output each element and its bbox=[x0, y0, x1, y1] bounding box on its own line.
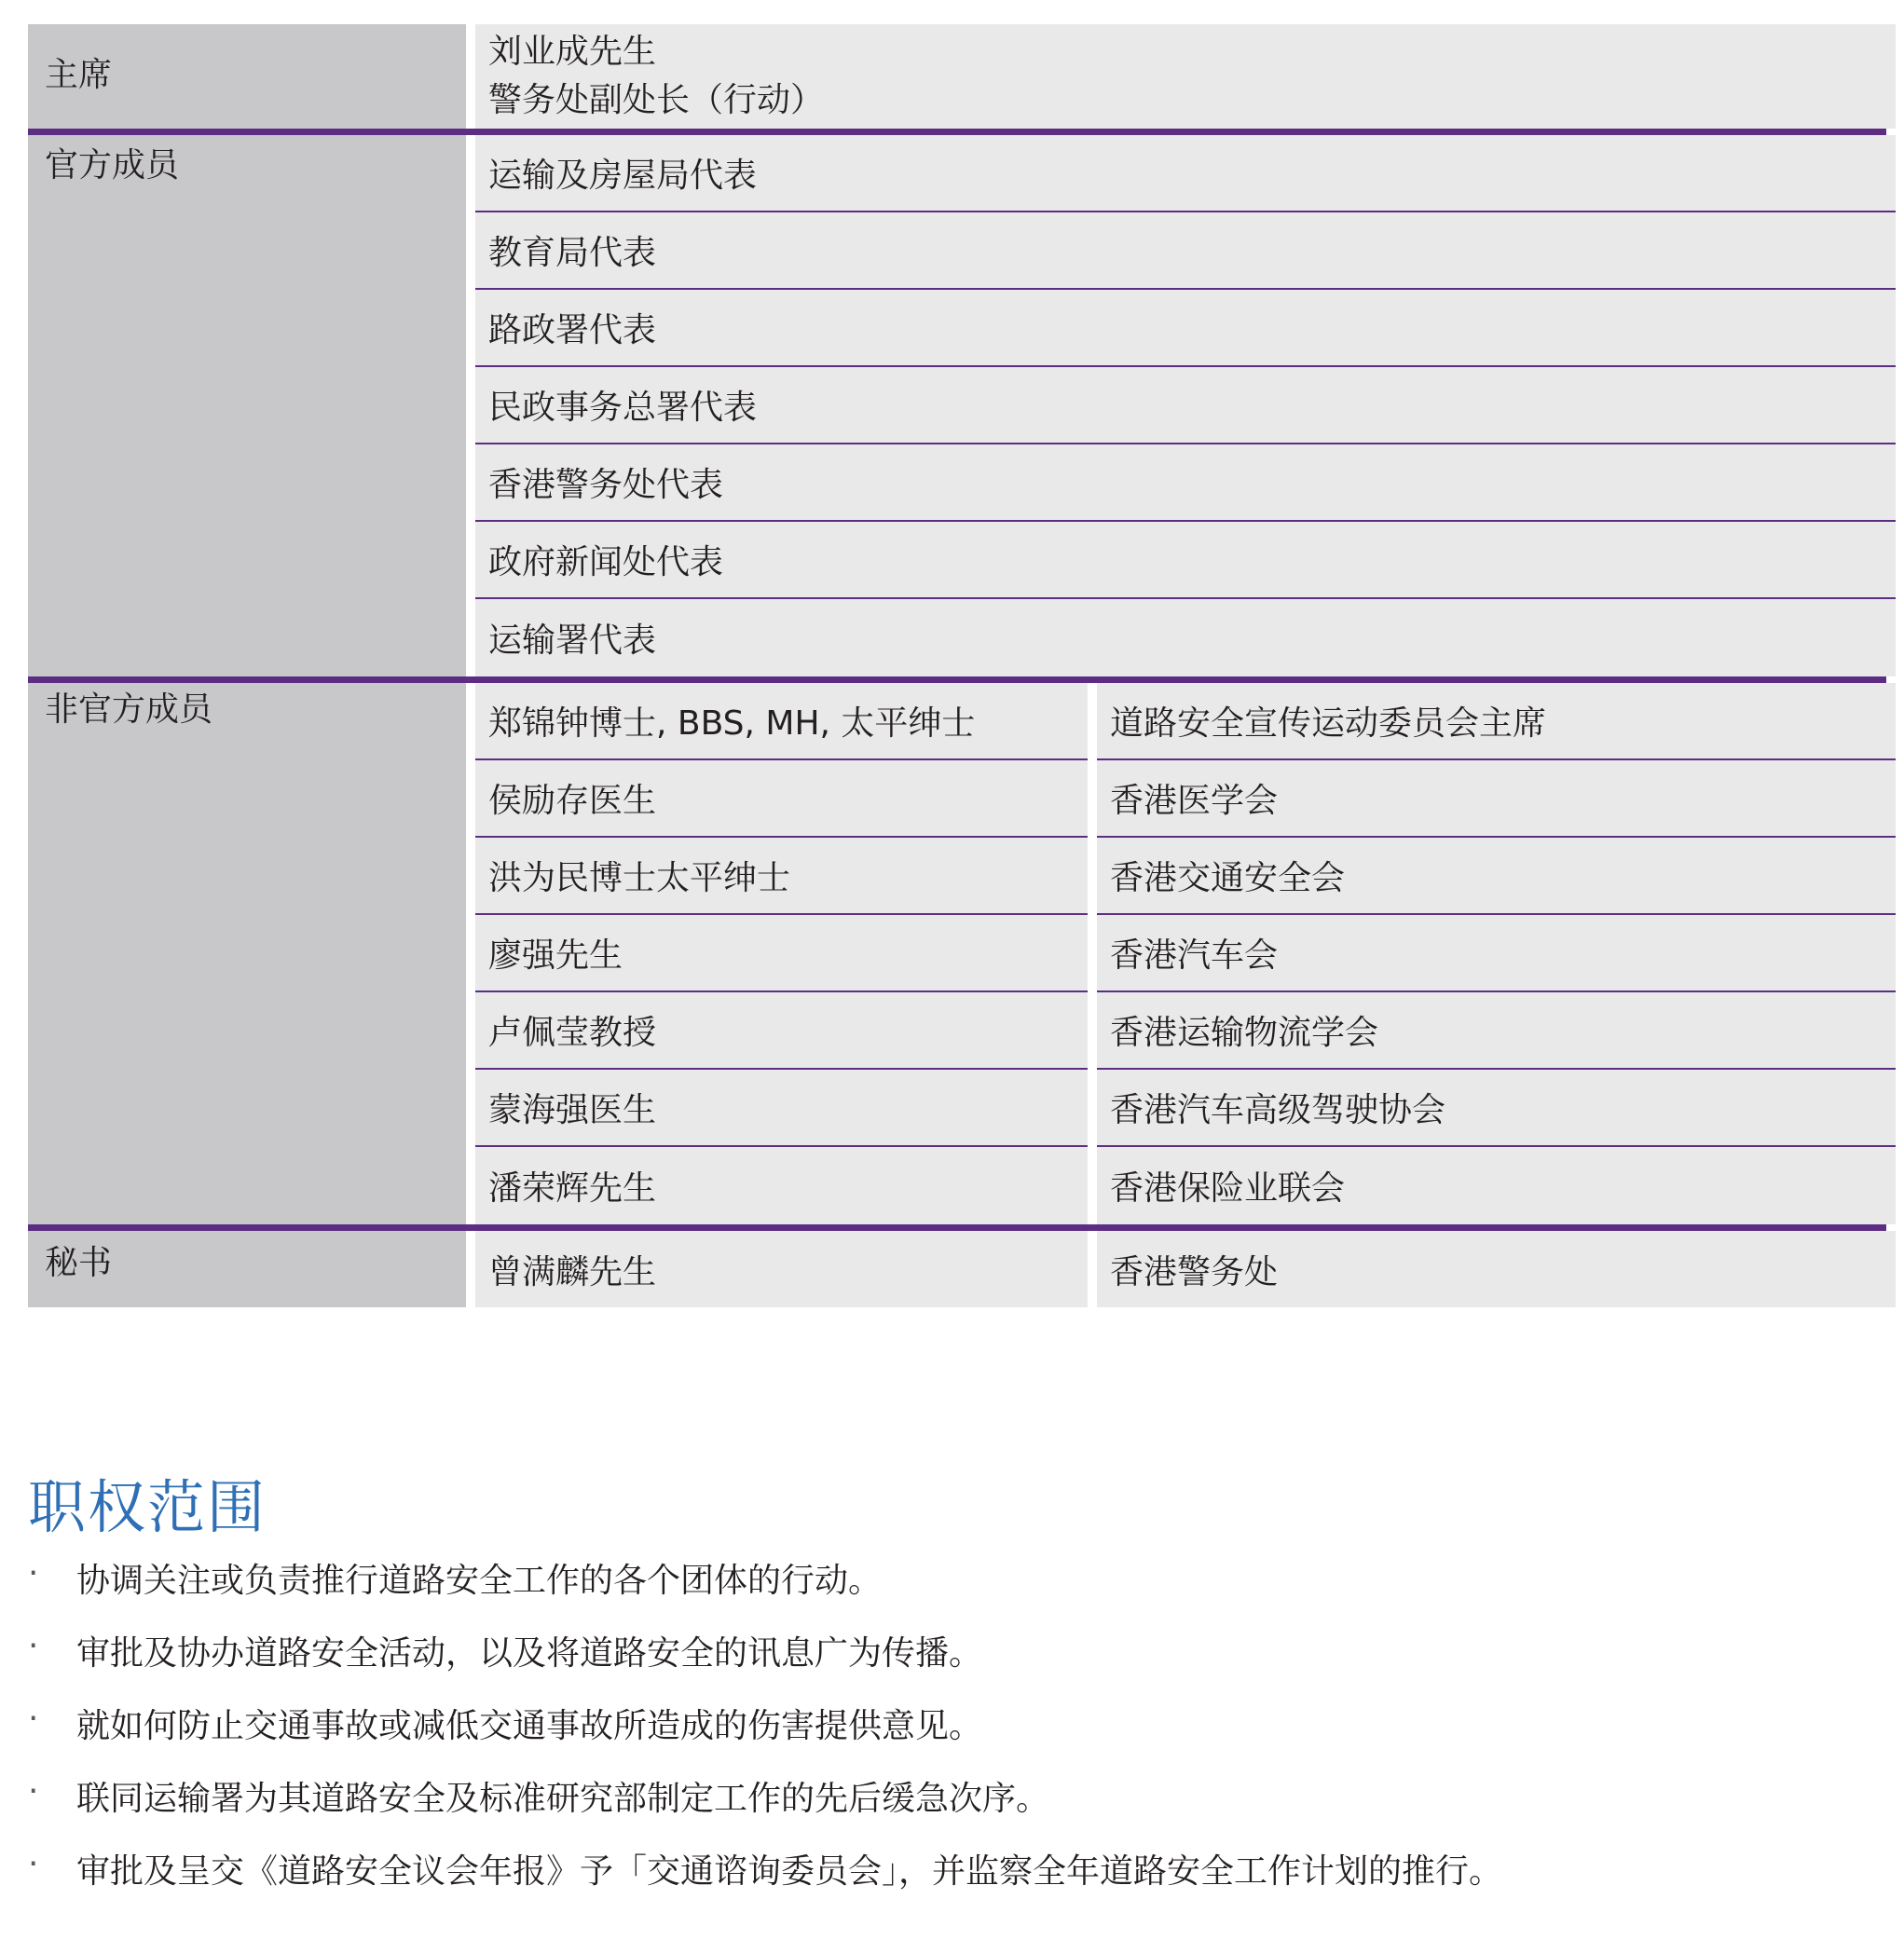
chair-group bbox=[28, 24, 1886, 129]
non-official-group bbox=[28, 683, 1886, 1224]
bullet: · bbox=[28, 1554, 39, 1592]
official-member: 教育局代表 bbox=[475, 212, 1896, 290]
bullet: · bbox=[28, 1700, 39, 1738]
member-org: 香港保险业联会 bbox=[1097, 1147, 1896, 1224]
secretary-name: 曾满麟先生 bbox=[475, 1231, 1088, 1307]
official-member: 路政署代表 bbox=[475, 290, 1896, 367]
term-text: 联同运输署为其道路安全及标准研究部制定工作的先后缓急次序。 bbox=[76, 1780, 1050, 1818]
official-member: 政府新闻处代表 bbox=[475, 522, 1896, 599]
membership-table bbox=[28, 24, 1886, 1307]
list-item bbox=[28, 1700, 1502, 1772]
bullet: · bbox=[28, 1627, 39, 1665]
secretary-label: 秘书 bbox=[28, 1231, 466, 1307]
non-official-label: 非官方成员 bbox=[28, 683, 466, 1224]
term-text: 就如何防止交通事故或减低交通事故所造成的伤害提供意见。 bbox=[76, 1707, 983, 1745]
chair-cell bbox=[475, 24, 1896, 129]
official-member: 运输及房屋局代表 bbox=[475, 135, 1896, 212]
term-text: 审批及协办道路安全活动，以及将道路安全的讯息广为传播。 bbox=[76, 1634, 983, 1673]
official-member: 运输署代表 bbox=[475, 599, 1896, 676]
chair-name: 刘业成先生 bbox=[488, 33, 657, 71]
list-item bbox=[28, 1845, 1502, 1918]
term-text: 协调关注或负责推行道路安全工作的各个团体的行动。 bbox=[76, 1562, 883, 1600]
group-divider bbox=[28, 129, 1886, 135]
member-name: 卢佩莹教授 bbox=[475, 992, 1088, 1070]
list-item bbox=[28, 1554, 1502, 1627]
list-item bbox=[28, 1772, 1502, 1845]
member-name: 蒙海强医生 bbox=[475, 1070, 1088, 1147]
chair-title: 警务处副处长（行动） bbox=[488, 81, 825, 119]
official-group bbox=[28, 135, 1886, 676]
terms-heading: 职权范围 bbox=[28, 1473, 267, 1541]
member-name: 廖强先生 bbox=[475, 915, 1088, 992]
term-text: 审批及呈交《道路安全议会年报》予「交通谘询委员会」，并监察全年道路安全工作计划的推行。 bbox=[76, 1852, 1503, 1891]
member-org: 香港医学会 bbox=[1097, 760, 1896, 838]
official-member: 民政事务总署代表 bbox=[475, 367, 1896, 444]
member-name: 侯励存医生 bbox=[475, 760, 1088, 838]
member-org: 香港汽车高级驾驶协会 bbox=[1097, 1070, 1896, 1147]
member-org: 道路安全宣传运动委员会主席 bbox=[1097, 683, 1896, 760]
group-divider bbox=[28, 676, 1886, 683]
official-label: 官方成员 bbox=[28, 135, 466, 676]
bullet: · bbox=[28, 1772, 39, 1810]
list-item bbox=[28, 1627, 1502, 1700]
member-org: 香港汽车会 bbox=[1097, 915, 1896, 992]
secretary-group bbox=[28, 1231, 1886, 1307]
bullet: · bbox=[28, 1845, 39, 1883]
member-name: 郑锦钟博士, BBS, MH, 太平绅士 bbox=[475, 683, 1088, 760]
secretary-org: 香港警务处 bbox=[1097, 1231, 1896, 1307]
chair-label: 主席 bbox=[28, 24, 466, 129]
group-divider bbox=[28, 1224, 1886, 1231]
member-name: 潘荣辉先生 bbox=[475, 1147, 1088, 1224]
terms-list bbox=[28, 1554, 1502, 1918]
member-org: 香港交通安全会 bbox=[1097, 838, 1896, 915]
member-org: 香港运输物流学会 bbox=[1097, 992, 1896, 1070]
official-member: 香港警务处代表 bbox=[475, 444, 1896, 522]
member-name: 洪为民博士太平绅士 bbox=[475, 838, 1088, 915]
